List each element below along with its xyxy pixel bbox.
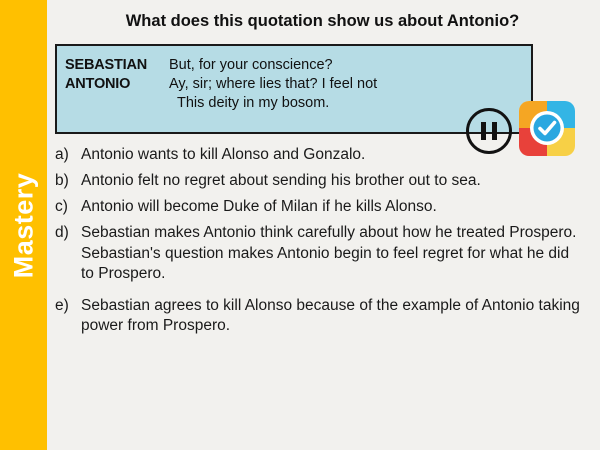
quotation-lines — [57, 46, 531, 113]
answer-marker: a) — [55, 146, 69, 163]
answer-text: Antonio will become Duke of Milan if he kills Alonso. — [81, 198, 437, 216]
page-title: What does this quotation show us about Antonio? — [125, 12, 520, 30]
pause-bar-left — [481, 122, 486, 140]
list-item — [55, 171, 580, 191]
list-item — [55, 223, 580, 283]
list-item — [55, 197, 580, 217]
answer-text: Sebastian agrees to kill Alonso because of the example of Antonio taking power from Prospero. — [81, 296, 580, 334]
answer-marker: d) — [55, 224, 69, 242]
speaker-name: SEBASTIAN — [65, 57, 147, 73]
speaker-name: ANTONIO — [65, 76, 131, 93]
speaker-text: But, for your conscience? — [169, 57, 333, 73]
answers-list — [55, 145, 580, 342]
quotation-line — [57, 56, 531, 75]
answer-text: Sebastian makes Antonio think carefully about how he treated Prospero. Sebastian's question makes Antonio begin to feel regret for what he did to Prospero. — [81, 224, 577, 282]
quotation-continuation: This deity in my bosom. — [177, 95, 330, 112]
sidebar-label — [0, 0, 47, 450]
answer-marker: e) — [55, 296, 69, 314]
answer-marker: c) — [55, 198, 68, 216]
answer-text: Antonio wants to kill Alonso and Gonzalo. — [81, 146, 366, 163]
answer-text: Antonio felt no regret about sending his brother out to sea. — [81, 172, 481, 190]
pause-bar-right — [492, 122, 497, 140]
answer-marker: b) — [55, 172, 69, 190]
quotation-line — [57, 75, 531, 94]
quotation-box — [55, 44, 533, 134]
list-item — [55, 296, 580, 336]
sidebar-label-text: Mastery — [8, 172, 38, 278]
speaker-text: Ay, sir; where lies that? I feel not — [169, 76, 378, 93]
list-item — [55, 145, 580, 165]
